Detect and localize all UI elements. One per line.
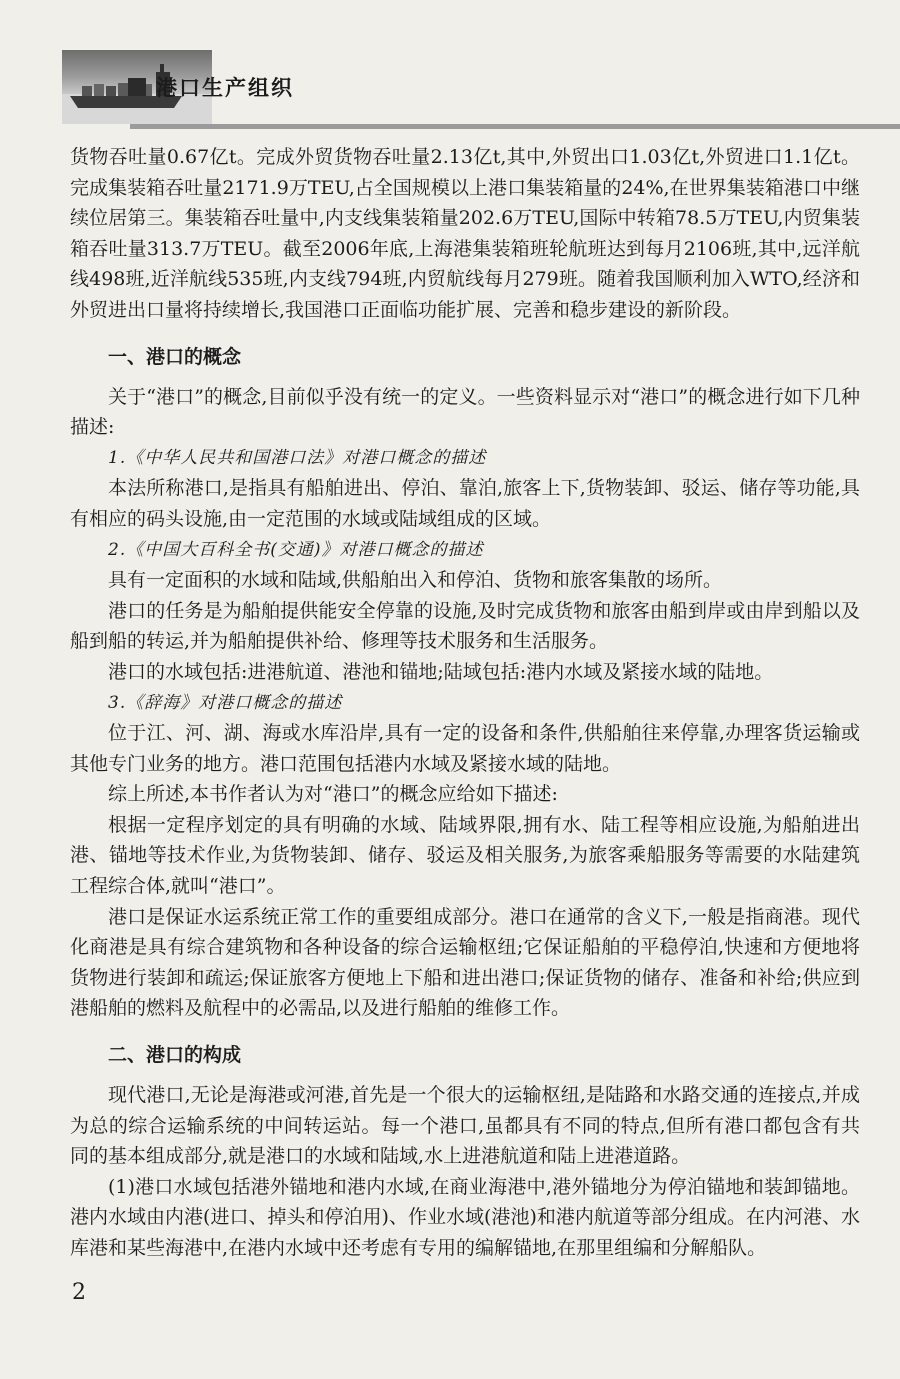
page-number: 2 [72, 1280, 86, 1305]
paragraph: 港口的水域包括:进港航道、港池和锚地;陆域包括:港内水域及紧接水域的陆地。 [108, 660, 774, 683]
chapter-title: 港口生产组织 [156, 76, 294, 100]
paragraph: 关于“港口”的概念,目前似乎没有统一的定义。一些资料显示对“港口”的概念进行如下几种描述: [70, 385, 860, 439]
subsection-heading: 2.《中国大百科全书(交通)》对港口概念的描述 [108, 539, 484, 560]
header-rule [130, 124, 900, 129]
paragraph: 现代港口,无论是海港或河港,首先是一个很大的运输枢纽,是陆路和水路交通的连接点,并成为总的综合运输系统的中间转运站。每一个港口,虽都具有不同的特点,但所有港口都包含有共同的基本组成部分,就是港口的水域和陆域,水上进港航道和陆上进港道路。 [70, 1084, 860, 1168]
paragraph: 货物吞吐量0.67亿t。完成外贸货物吞吐量2.13亿t,其中,外贸出口1.03亿t,外贸进口1.1亿t。完成集装箱吞吐量2171.9万TEU,占全国规模以上港口集装箱量的24%,在世界集装箱港口中继续位居第三。集装箱吞吐量中,内支线集装箱量202.6万TEU,国际中转箱78.5万TEU,内贸集装箱吞吐量313.7万TEU。截至2006年底,上海港集装箱班轮航班达到每月2106班,其中,远洋航线498班,近洋航线535班,内支线794班,内贸航线每月279班。随着我国顺利加入WTO,经济和外贸进出口量将持续增长,我国港口正面临功能扩展、完善和稳步建设的新阶段。 [70, 146, 860, 321]
main-text [70, 142, 860, 1264]
paragraph: 具有一定面积的水域和陆域,供船舶出入和停泊、货物和旅客集散的场所。 [108, 569, 723, 592]
paragraph: 位于江、河、湖、海或水库沿岸,具有一定的设备和条件,供船舶往来停靠,办理客货运输或其他专门业务的地方。港口范围包括港内水域及紧接水域的陆地。 [70, 722, 860, 775]
subsection-heading: 1.《中华人民共和国港口法》对港口概念的描述 [108, 447, 487, 468]
subsection-heading: 3.《辞海》对港口概念的描述 [108, 692, 343, 713]
paragraph: 本法所称港口,是指具有船舶进出、停泊、靠泊,旅客上下,货物装卸、驳运、储存等功能,具有相应的码头设施,由一定范围的水域或陆域组成的区域。 [70, 477, 860, 530]
paragraph: 港口的任务是为船舶提供能安全停靠的设施,及时完成货物和旅客由船到岸或由岸到船以及船到船的转运,并为船舶提供补给、修理等技术服务和生活服务。 [70, 599, 860, 653]
running-header [0, 50, 900, 128]
section-heading: 二、港口的构成 [108, 1044, 242, 1067]
square-bullet-icon [128, 78, 146, 96]
paragraph: 港口是保证水运系统正常工作的重要组成部分。港口在通常的含义下,一般是指商港。现代化商港是具有综合建筑物和各种设备的综合运输枢纽;它保证船舶的平稳停泊,快速和方便地将货物进行装卸和疏运;保证旅客方便地上下船和进出港口;保证货物的储存、准备和补给;供应到港船舶的燃料及航程中的必需品,以及进行船舶的维修工作。 [70, 905, 860, 1020]
paragraph: (1)港口水域包括港外锚地和港内水域,在商业海港中,港外锚地分为停泊锚地和装卸锚地。港内水域由内港(进口、掉头和停泊用)、作业水域(港池)和港内航道等部分组成。在内河港、水库港和某些海港中,在港内水域中还考虑有专用的编解锚地,在那里组编和分解船队。 [70, 1175, 860, 1259]
section-heading: 一、港口的概念 [108, 345, 242, 368]
paragraph: 根据一定程序划定的具有明确的水域、陆域界限,拥有水、陆工程等相应设施,为船舶进出港、锚地等技术作业,为货物装卸、储存、驳运及相关服务,为旅客乘船服务等需要的水陆建筑工程综合体,就叫“港口”。 [70, 813, 860, 898]
paragraph: 综上所述,本书作者认为对“港口”的概念应给如下描述: [108, 783, 558, 806]
